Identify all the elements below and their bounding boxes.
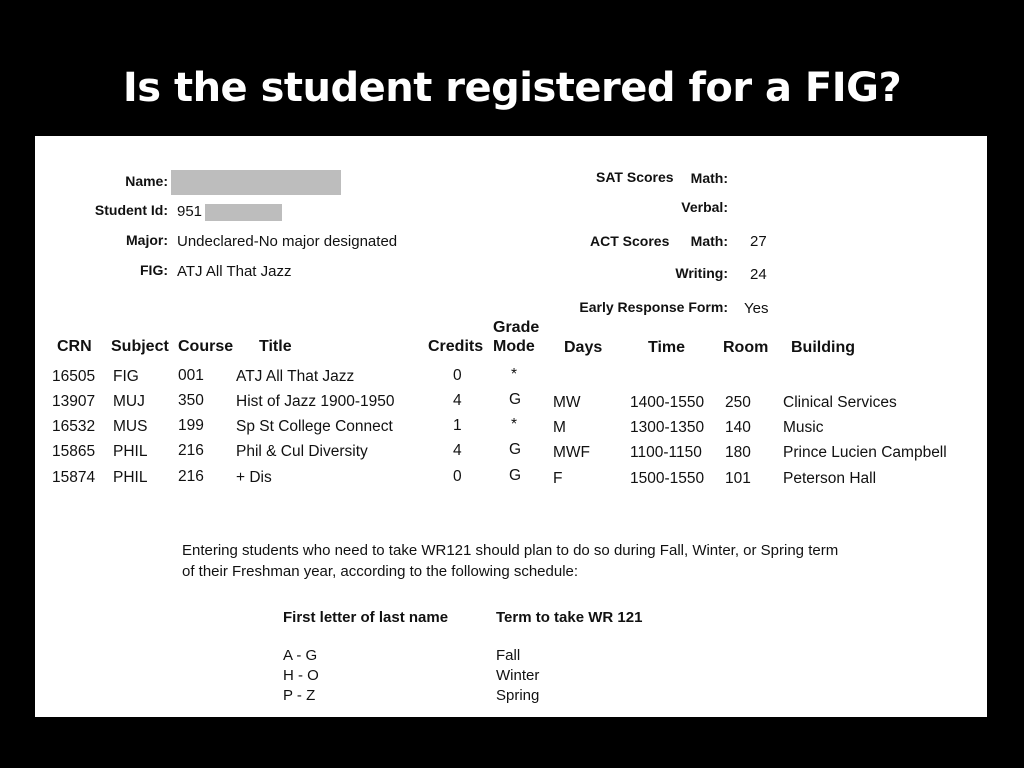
fig-value: ATJ All That Jazz <box>177 263 292 280</box>
header-subject: Subject <box>111 338 169 355</box>
header-title: Title <box>259 338 292 355</box>
row-time: 1300-1350 <box>630 419 705 436</box>
wr121-note-line2: of their Freshman year, according to the following schedule: <box>182 563 579 580</box>
header-grade-mode <box>493 318 539 356</box>
row-days: M <box>553 419 566 436</box>
row-course: 350 <box>178 392 204 409</box>
sat-scores-label: SAT Scores <box>596 169 674 185</box>
registration-document <box>35 136 987 717</box>
row-credits: 0 <box>453 468 462 485</box>
sat-math-label: Math: <box>690 170 728 186</box>
wr121-letters-row: P - Z <box>283 687 316 704</box>
row-crn: 13907 <box>52 393 96 410</box>
wr121-letters-row: H - O <box>283 667 319 684</box>
header-crn: CRN <box>57 338 92 355</box>
row-title: + Dis <box>236 469 272 486</box>
act-math-label: Math: <box>690 233 728 249</box>
header-credits: Credits <box>428 338 484 355</box>
wr121-term-row: Fall <box>496 647 521 664</box>
early-response-label: Early Response Form: <box>579 299 728 315</box>
row-subject: PHIL <box>113 443 148 460</box>
act-writing-value: 24 <box>750 266 767 283</box>
row-crn: 15874 <box>52 469 96 486</box>
wr121-term-row: Spring <box>496 687 540 704</box>
row-days: MWF <box>553 444 591 461</box>
row-credits: 4 <box>453 442 462 459</box>
act-scores-label: ACT Scores <box>590 233 670 249</box>
row-credits: 1 <box>453 417 462 434</box>
row-crn: 15865 <box>52 443 96 460</box>
fig-label: FIG: <box>140 262 168 278</box>
row-subject: FIG <box>113 368 139 385</box>
wr121-note-line1: Entering students who need to take WR121 should plan to do so during Fall, Winter, or Spring term <box>182 542 839 559</box>
row-room: 101 <box>725 470 751 487</box>
row-building: Prince Lucien Campbell <box>783 444 947 461</box>
row-room: 250 <box>725 394 751 411</box>
redacted-name <box>171 170 341 195</box>
row-building: Music <box>783 419 824 436</box>
student-id-prefix: 951 <box>177 203 203 220</box>
row-crn: 16532 <box>52 418 96 435</box>
row-room: 140 <box>725 419 751 436</box>
row-course: 216 <box>178 442 204 459</box>
wr121-letters-header: First letter of last name <box>283 609 449 626</box>
row-title: ATJ All That Jazz <box>236 368 355 385</box>
row-room: 180 <box>725 444 751 461</box>
row-building: Clinical Services <box>783 394 897 411</box>
act-math-value: 27 <box>750 233 767 250</box>
row-subject: MUJ <box>113 393 145 410</box>
row-days: F <box>553 470 563 487</box>
header-time: Time <box>648 339 686 356</box>
row-course: 001 <box>178 367 204 384</box>
major-label: Major: <box>126 232 168 248</box>
wr121-term-row: Winter <box>496 667 540 684</box>
row-title: Sp St College Connect <box>236 418 393 435</box>
header-room: Room <box>723 339 769 356</box>
row-grade: G <box>509 391 522 408</box>
row-credits: 4 <box>453 392 462 409</box>
header-days: Days <box>564 339 603 356</box>
row-title: Hist of Jazz 1900-1950 <box>236 393 395 410</box>
wr121-letters-row: A - G <box>283 647 318 664</box>
row-time: 1100-1150 <box>630 444 702 461</box>
row-days: MW <box>553 394 581 411</box>
act-writing-label: Writing: <box>675 265 728 281</box>
row-subject: PHIL <box>113 469 148 486</box>
slide-title: Is the student registered for a FIG? <box>122 65 902 111</box>
row-grade: G <box>509 441 522 458</box>
row-credits: 0 <box>453 367 462 384</box>
row-time: 1500-1550 <box>630 470 705 487</box>
row-crn: 16505 <box>52 368 96 385</box>
row-grade: * <box>511 416 518 433</box>
wr121-term-header: Term to take WR 121 <box>496 609 643 626</box>
row-building: Peterson Hall <box>783 470 877 487</box>
header-building: Building <box>791 339 855 356</box>
early-response-value: Yes <box>744 300 769 317</box>
redacted-student-id <box>205 204 282 221</box>
row-course: 199 <box>178 417 204 434</box>
row-grade: G <box>509 467 522 484</box>
row-time: 1400-1550 <box>630 394 705 411</box>
row-course: 216 <box>178 468 204 485</box>
header-grade-mode-line2: Mode <box>493 338 535 355</box>
student-id-label: Student Id: <box>94 202 168 218</box>
row-title: Phil & Cul Diversity <box>236 443 368 460</box>
header-grade-mode-line1: Grade <box>493 319 540 336</box>
row-subject: MUS <box>113 418 148 435</box>
row-grade: * <box>511 366 518 383</box>
header-course: Course <box>178 338 234 355</box>
major-value: Undeclared-No major designated <box>177 233 398 250</box>
sat-verbal-label: Verbal: <box>681 199 728 215</box>
name-label: Name: <box>125 173 168 189</box>
